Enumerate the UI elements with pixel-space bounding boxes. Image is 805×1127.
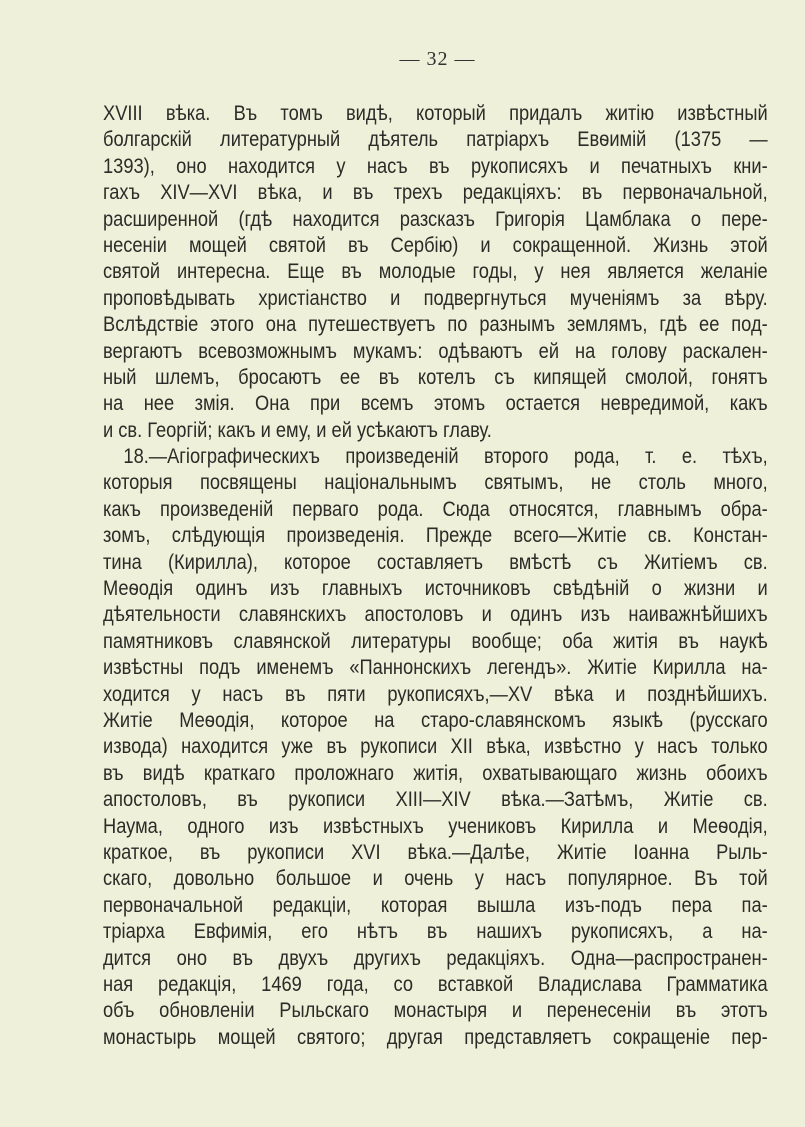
text-line: дѣятельности славянскихъ апостоловъ и одинъ изъ наиважнѣйшихъ (103, 602, 768, 627)
text-line: какъ произведеній перваго рода. Сюда относятся, главнымъ обра- (103, 496, 768, 521)
text-line: памятниковъ славянской литературы вообще; оба житія въ наукѣ (103, 628, 768, 653)
text-line: Меѳодія одинъ изъ главныхъ источниковъ свѣдѣній о жизни и (103, 576, 768, 601)
text-line: болгарскій литературный дѣятель патріархъ Евѳимій (1375 — (103, 127, 768, 152)
text-line: и св. Георгій; какъ и ему, и ей усѣкаютъ главу. (103, 417, 492, 442)
text-line: дится оно въ двухъ другихъ редакціяхъ. Одна—распространен- (103, 945, 768, 970)
text-line: тріарха Евфимія, его нѣтъ въ нашихъ рукописяхъ, а на- (103, 919, 768, 944)
text-line: извода) находится уже въ рукописи XII вѣка, извѣстно у насъ только (103, 734, 768, 759)
text-line: вергаютъ всевозможнымъ мукамъ: одѣваютъ ей на голову раскален- (103, 338, 768, 363)
text-line: монастырь мощей святого; другая представляетъ сокращеніе пер- (103, 1024, 768, 1049)
text-line: первоначальной редакціи, которая вышла изъ-подъ пера па- (103, 892, 768, 917)
text-line: зомъ, слѣдующія произведенія. Прежде всего—Житіе св. Констан- (103, 523, 768, 548)
body-text (103, 100, 805, 1050)
text-line: ная редакція, 1469 года, со вставкой Владислава Грамматика (103, 971, 768, 996)
text-line: которыя посвящены національнымъ святымъ, не столь много, (103, 470, 768, 495)
text-line: тина (Кирилла), которое составляетъ вмѣстѣ съ Житіемъ св. (103, 549, 768, 574)
text-line: ный шлемъ, бросаютъ ее въ котелъ съ кипящей смолой, гонятъ (103, 364, 768, 389)
text-line: Вслѣдствіе этого она путешествуетъ по разнымъ землямъ, гдѣ ее под- (103, 312, 768, 337)
text-line: Наума, одного изъ извѣстныхъ учениковъ Кирилла и Меѳодія, (103, 813, 768, 838)
text-line: апостоловъ, въ рукописи XIII—XIV вѣка.—Затѣмъ, Житіе св. (103, 787, 768, 812)
text-line: на нее змія. Она при всемъ этомъ остается невредимой, какъ (103, 391, 768, 416)
text-line: 1393), оно находится у насъ въ рукописяхъ и печатныхъ кни- (103, 153, 768, 178)
text-line: Житіе Меѳодія, которое на старо-славянскомъ языкѣ (русскаго (103, 707, 768, 732)
text-line: гахъ XIV—XVI вѣка, и въ трехъ редакціяхъ: въ первоначальной, (103, 180, 768, 205)
text-line: 18.—Агіографическихъ произведеній второго рода, т. е. тѣхъ, (123, 444, 768, 469)
text-line: несеніи мощей святой въ Сербію) и сокращенной. Жизнь этой (103, 232, 768, 257)
text-line: въ видѣ краткаго проложнаго житія, охватывающаго жизнь обоихъ (103, 760, 768, 785)
page-number: — 32 — (399, 48, 476, 70)
text-line: XVIII вѣка. Въ томъ видѣ, который придалъ житію извѣстный (103, 101, 768, 125)
text-line: проповѣдывать христіанство и подвергнуться мученіямъ за вѣру. (103, 285, 768, 310)
text-line: святой интересна. Еще въ молодые годы, у нея является желаніе (103, 259, 768, 284)
text-line: объ обновленіи Рыльскаго монастыря и перенесеніи въ этотъ (103, 998, 768, 1023)
text-line: краткое, въ рукописи XVI вѣка.—Далѣе, Житіе Іоанна Рыль- (103, 839, 768, 864)
text-line: скаго, довольно большое и очень у насъ популярное. Въ той (103, 866, 768, 891)
text-line: извѣстны подъ именемъ «Паннонскихъ легендъ». Житіе Кирилла на- (103, 655, 768, 680)
text-line: расширенной (гдѣ находится разсказъ Григорія Цамблака о пере- (103, 206, 768, 231)
text-line: ходится у насъ въ пяти рукописяхъ,—XV вѣка и позднѣйшихъ. (103, 681, 768, 706)
